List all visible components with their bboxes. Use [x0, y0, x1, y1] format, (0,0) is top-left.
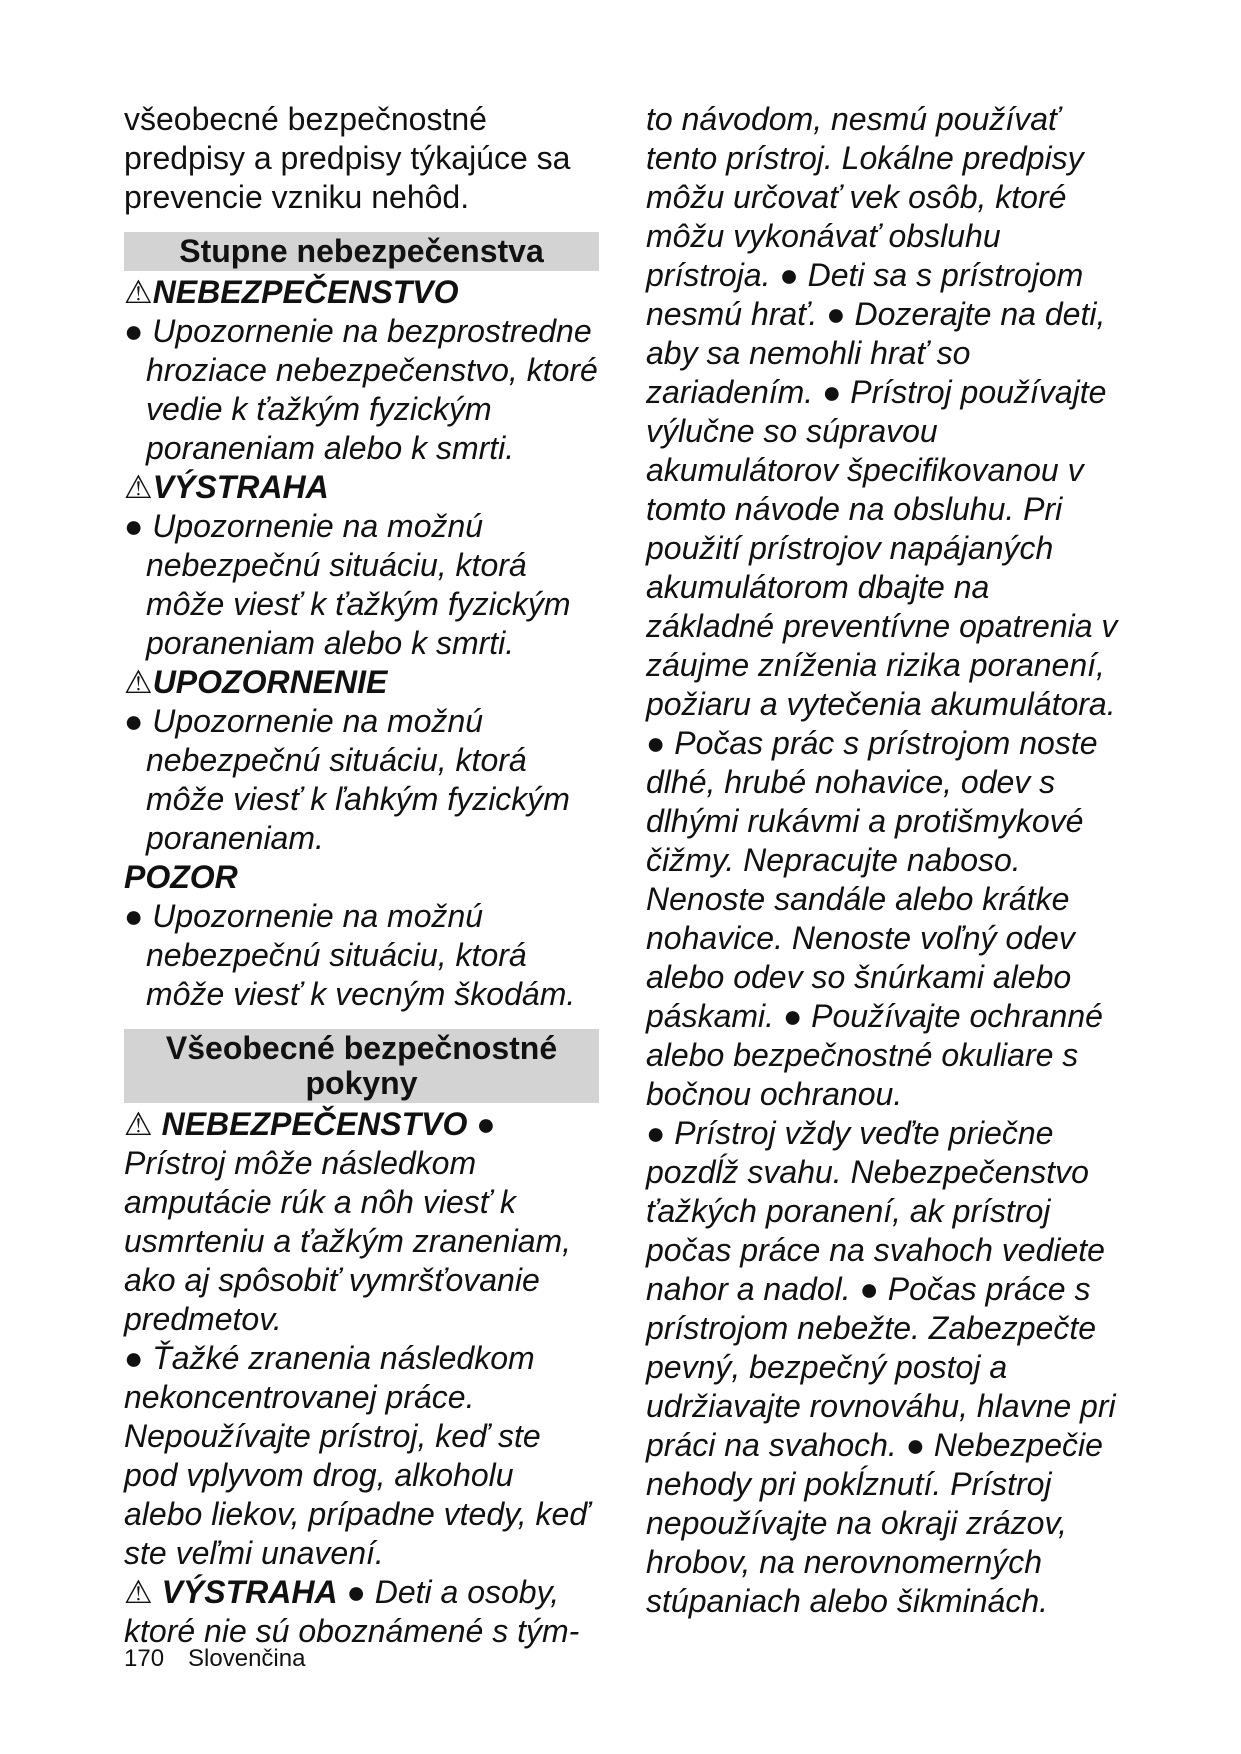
- level-label: POZOR: [124, 859, 238, 895]
- page-footer: [124, 1645, 329, 1673]
- right-paragraph-2: ● Prístroj vždy veďte priečne pozdĺž svahu. Nebezpečenstvo ťažkých poranení, ak prístroj počas práce na svahoch vediete nahor a nadol. ● Počas práce s prístrojom nebežte. Zabezpečte pevný, bezpečný postoj a udržiavajte rovnováhu, hlavne pri práci na svahoch. ● Nebezpečie nehody pri pokĺznutí. Prístroj nepoužívajte na okraji zrázov, hrobov, na nerovnomerných stúpaniach alebo šikminách.: [646, 1115, 1116, 1619]
- level-label: NEBEZPEČENSTVO: [152, 274, 459, 310]
- section-title-hazard-levels: Stupne nebezpečenstva: [124, 232, 599, 271]
- hazard-level-notice: [124, 858, 599, 1014]
- page-number: 170: [124, 1645, 165, 1672]
- right-paragraph-1: to návodom, nesmú používať tento prístroj. Lokálne predpisy môžu určovať vek osôb, ktoré môžu vykonávať obsluhu prístroja. ● Deti sa s prístrojom nesmú hrať. ● Dozerajte na deti, aby sa nemohli hrať so zariadením. ● Prístroj používajte výlučne so súpravou akumulátorov špecifikovanou v tomto návode na obsluhu. Pri použití prístrojov napájaných akumulátorom dbajte na základné preventívne opatrenia v záujme zníženia rizika poranení, požiaru a vytečenia akumulátora. ● Počas prác s prístrojom noste dlhé, hrubé nohavice, odev s dlhými rukávmi a protišmykové čižmy. Nepracujte naboso. Nenoste sandále alebo krátke nohavice. Nenoste voľný odev alebo odev so šnúrkami alebo páskami. ● Používajte ochranné alebo bezpečnostné okuliare s bočnou ochranou.: [646, 101, 1118, 1112]
- injury-paragraph: [124, 1339, 599, 1573]
- hazard-level-caution: [124, 663, 599, 858]
- warning-text: Deti a osoby, ktoré nie sú oboznámené s tým-: [124, 1574, 580, 1649]
- intro-text: všeobecné bezpečnostné predpisy a predpisy týkajúce sa prevencie vzniku nehôd.: [124, 101, 571, 215]
- bullet-icon: ●: [476, 1106, 496, 1142]
- hazard-level-danger: [124, 273, 599, 468]
- danger-paragraph: [124, 1105, 599, 1339]
- level-description: Upozornenie na možnú nebezpečnú situáciu, ktorá môže viesť k vecným škodám.: [146, 898, 576, 1012]
- bullet-icon: ●: [124, 313, 144, 349]
- danger-label: NEBEZPEČENSTVO: [161, 1106, 468, 1142]
- footer-language: Slovenčina: [188, 1645, 306, 1672]
- bullet-icon: ●: [124, 1340, 144, 1376]
- warning-paragraph: [124, 1573, 599, 1651]
- warning-triangle-icon: ⚠: [124, 1106, 153, 1142]
- injury-text: Ťažké zranenia následkom nekoncentrovanej práce. Nepoužívajte prístroj, keď ste pod vplyvom drog, alkoholu alebo liekov, prípadne vtedy, keď ste veľmi unavení.: [124, 1340, 590, 1571]
- level-label: UPOZORNENIE: [152, 664, 388, 700]
- bullet-icon: ●: [346, 1574, 366, 1610]
- warning-triangle-icon: ⚠: [124, 1574, 153, 1610]
- hazard-level-warning: [124, 468, 599, 663]
- warning-triangle-icon: ⚠: [124, 469, 153, 505]
- left-column: [124, 100, 599, 1651]
- right-column: [646, 100, 1126, 1621]
- section-title-general-safety: Všeobecné bezpečnostné pokyny: [124, 1029, 599, 1103]
- warning-triangle-icon: ⚠: [124, 664, 153, 700]
- level-description: Upozornenie na možnú nebezpečnú situáciu, ktorá môže viesť k ľahkým fyzickým poraneniam.: [146, 703, 570, 856]
- bullet-icon: ●: [124, 508, 144, 544]
- warning-label: VÝSTRAHA: [161, 1574, 338, 1610]
- level-description: Upozornenie na bezprostredne hroziace nebezpečenstvo, ktoré vedie k ťažkým fyzickým poraneniam alebo k smrti.: [146, 313, 598, 466]
- level-description: Upozornenie na možnú nebezpečnú situáciu, ktorá môže viesť k ťažkým fyzickým poraneniam alebo k smrti.: [146, 508, 571, 661]
- bullet-icon: ●: [124, 898, 144, 934]
- warning-triangle-icon: ⚠: [124, 274, 153, 310]
- level-label: VÝSTRAHA: [152, 469, 329, 505]
- bullet-icon: ●: [124, 703, 144, 739]
- danger-text: Prístroj môže následkom amputácie rúk a nôh viesť k usmrteniu a ťažkým zraneniam, ako aj spôsobiť vymršťovanie predmetov.: [124, 1145, 572, 1337]
